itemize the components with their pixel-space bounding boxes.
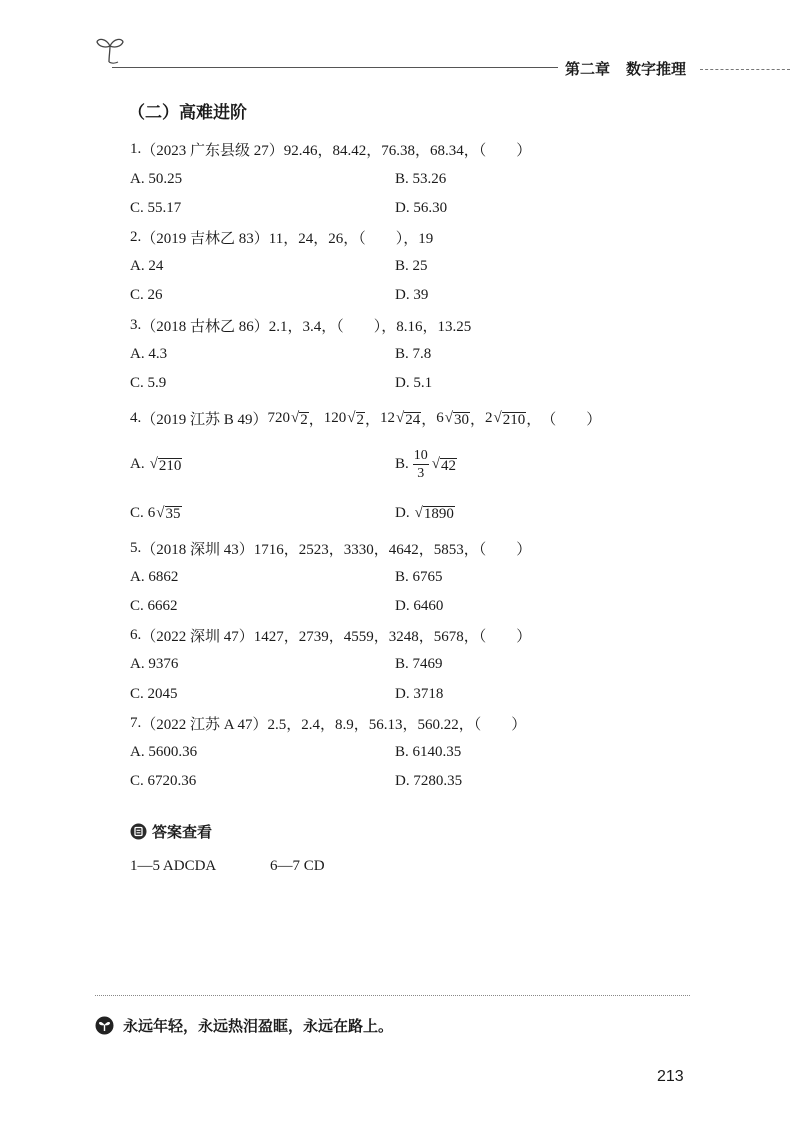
options-row bbox=[130, 498, 690, 527]
option-label: D. bbox=[395, 504, 410, 521]
question-2 bbox=[130, 223, 690, 252]
options-row bbox=[130, 680, 690, 709]
radical-sign: √ bbox=[149, 456, 158, 473]
page-number: 213 bbox=[657, 1068, 684, 1085]
term-radicand: 24 bbox=[405, 411, 421, 428]
option-radicand: 210 bbox=[158, 457, 182, 474]
options-row bbox=[130, 563, 690, 592]
chapter-title: 数字推理 bbox=[626, 61, 687, 78]
term-coefficient: 2 bbox=[485, 410, 493, 427]
question-number: 6. bbox=[130, 627, 142, 644]
question-source: （2019 江苏 B 49） bbox=[141, 412, 268, 429]
option-a: A. 50.25 bbox=[130, 170, 183, 187]
radical-sign: √ bbox=[347, 410, 356, 427]
options-row bbox=[130, 194, 690, 223]
term-radicand: 2 bbox=[300, 411, 308, 428]
question-sequence: 1716，2523，3330，4642，5853，（ ） bbox=[253, 541, 532, 558]
option-radicand: 35 bbox=[165, 506, 181, 523]
fraction-numerator: 10 bbox=[413, 448, 428, 464]
radical-sign: √ bbox=[414, 504, 423, 521]
question-number: 1. bbox=[130, 141, 142, 158]
question-source: （2023 广东县级 27） bbox=[141, 143, 284, 160]
option-d: D. 39 bbox=[395, 287, 429, 304]
question-number: 3. bbox=[130, 316, 142, 333]
option-coefficient: 6 bbox=[147, 504, 156, 521]
option-a: A. 6862 bbox=[130, 568, 179, 585]
question-number: 5. bbox=[130, 539, 142, 556]
answer-blank: （ ） bbox=[541, 412, 602, 429]
question-sequence: 2.5，2.4，8.9，56.13，560.22，（ ） bbox=[267, 716, 527, 733]
option-b: B. 6140.35 bbox=[395, 744, 462, 761]
option-d: D. 56.30 bbox=[395, 199, 448, 216]
option-b: B. 25 bbox=[395, 258, 428, 275]
option-b bbox=[395, 447, 660, 482]
separator: ， bbox=[470, 412, 486, 429]
question-number: 4. bbox=[130, 410, 142, 427]
option-label: A. bbox=[130, 456, 145, 473]
option-a: A. 5600.36 bbox=[130, 744, 198, 761]
sequence-term-3 bbox=[380, 410, 421, 428]
radical-sign: √ bbox=[444, 410, 453, 427]
term-coefficient: 120 bbox=[323, 410, 347, 427]
answer-heading-text: 答案查看 bbox=[152, 824, 213, 841]
chapter-label: 第二章 bbox=[565, 61, 611, 78]
option-b: B. 7469 bbox=[395, 656, 443, 673]
fraction bbox=[413, 447, 429, 482]
options-row bbox=[130, 592, 690, 621]
sequence-term-1 bbox=[268, 410, 309, 428]
question-sequence: 11，24，26，（ ），19 bbox=[268, 231, 434, 248]
option-a bbox=[130, 456, 395, 474]
answer-key bbox=[130, 858, 325, 875]
question-list bbox=[130, 135, 690, 796]
fraction-denominator: 3 bbox=[417, 466, 425, 482]
option-d: D. 7280.35 bbox=[395, 773, 463, 790]
options-row bbox=[130, 165, 690, 194]
options-row bbox=[130, 738, 690, 767]
header-dashed-rule bbox=[700, 69, 790, 70]
sequence-term-5 bbox=[485, 410, 526, 428]
question-number: 2. bbox=[130, 229, 142, 246]
separator: ， bbox=[526, 412, 542, 429]
answer-group-1: 1—5 ADCDA bbox=[130, 858, 217, 874]
options-row bbox=[130, 767, 690, 796]
sequence-term-2 bbox=[324, 410, 365, 428]
sprout-icon bbox=[94, 34, 126, 64]
section-title: （二）高难进阶 bbox=[128, 103, 247, 122]
sequence-term-4 bbox=[436, 410, 470, 428]
option-c: C. 6720.36 bbox=[130, 773, 197, 790]
chapter-heading bbox=[565, 58, 686, 79]
term-radicand: 210 bbox=[502, 411, 526, 428]
option-b: B. 7.8 bbox=[395, 345, 432, 362]
question-source: （2022 深圳 47） bbox=[141, 629, 254, 646]
motto-text: 永远年轻，永远热泪盈眶，永远在路上。 bbox=[123, 1018, 394, 1035]
option-a: A. 24 bbox=[130, 258, 164, 275]
question-source: （2019 吉林乙 83） bbox=[141, 231, 269, 248]
question-5 bbox=[130, 534, 690, 563]
option-d: D. 3718 bbox=[395, 685, 444, 702]
term-coefficient: 6 bbox=[436, 410, 444, 427]
radical-sign: √ bbox=[431, 456, 440, 473]
option-c: C. 2045 bbox=[130, 685, 178, 702]
options-row bbox=[130, 252, 690, 281]
question-sequence: 92.46，84.42，76.38，68.34，（ ） bbox=[283, 143, 532, 160]
question-7 bbox=[130, 709, 690, 738]
term-radicand: 30 bbox=[454, 411, 469, 428]
question-6 bbox=[130, 621, 690, 650]
radical-sign: √ bbox=[291, 410, 300, 427]
option-c bbox=[130, 504, 395, 522]
option-c: C. 55.17 bbox=[130, 199, 182, 216]
answer-icon bbox=[130, 823, 147, 840]
question-sequence: 1427，2739，4559，3248，5678，（ ） bbox=[253, 629, 532, 646]
separator: ， bbox=[308, 412, 324, 429]
radical-sign: √ bbox=[493, 410, 502, 427]
term-coefficient: 720 bbox=[267, 410, 291, 427]
radical-sign: √ bbox=[156, 504, 165, 521]
option-a: A. 4.3 bbox=[130, 345, 168, 362]
options-row bbox=[130, 369, 690, 398]
option-c: C. 5.9 bbox=[130, 374, 167, 391]
option-d: D. 5.1 bbox=[395, 374, 433, 391]
option-label: B. bbox=[395, 456, 409, 473]
header-rule bbox=[112, 67, 558, 68]
question-3 bbox=[130, 311, 690, 340]
options-row bbox=[130, 650, 690, 679]
option-radicand: 42 bbox=[441, 457, 456, 474]
radical-sign: √ bbox=[396, 410, 405, 427]
question-number: 7. bbox=[130, 714, 142, 731]
footer-dotted-rule bbox=[95, 995, 690, 996]
separator: ， bbox=[421, 412, 437, 429]
answer-heading bbox=[130, 821, 212, 842]
question-source: （2018 古林乙 86） bbox=[141, 318, 269, 335]
question-4 bbox=[130, 404, 690, 433]
option-b: B. 6765 bbox=[395, 568, 443, 585]
sprout-badge-icon bbox=[95, 1016, 114, 1035]
options-row bbox=[130, 281, 690, 310]
options-row bbox=[130, 448, 690, 482]
option-b: B. 53.26 bbox=[395, 170, 447, 187]
answer-group-2: 6—7 CD bbox=[270, 858, 325, 874]
question-1 bbox=[130, 135, 690, 164]
term-radicand: 2 bbox=[356, 411, 364, 428]
option-c: C. 6662 bbox=[130, 598, 178, 615]
term-coefficient: 12 bbox=[380, 410, 396, 427]
option-d: D. 6460 bbox=[395, 598, 444, 615]
question-source: （2018 深圳 43） bbox=[141, 541, 254, 558]
separator: ， bbox=[365, 412, 381, 429]
option-c: C. 26 bbox=[130, 287, 163, 304]
footer-motto bbox=[95, 1015, 393, 1036]
option-a: A. 9376 bbox=[130, 656, 179, 673]
option-d bbox=[395, 504, 660, 522]
option-label: C. bbox=[130, 504, 144, 521]
question-sequence: 2.1，3.4，（ ），8.16，13.25 bbox=[268, 318, 472, 335]
option-radicand: 1890 bbox=[423, 506, 454, 523]
options-row bbox=[130, 340, 690, 369]
question-source: （2022 江苏 A 47） bbox=[141, 716, 268, 733]
